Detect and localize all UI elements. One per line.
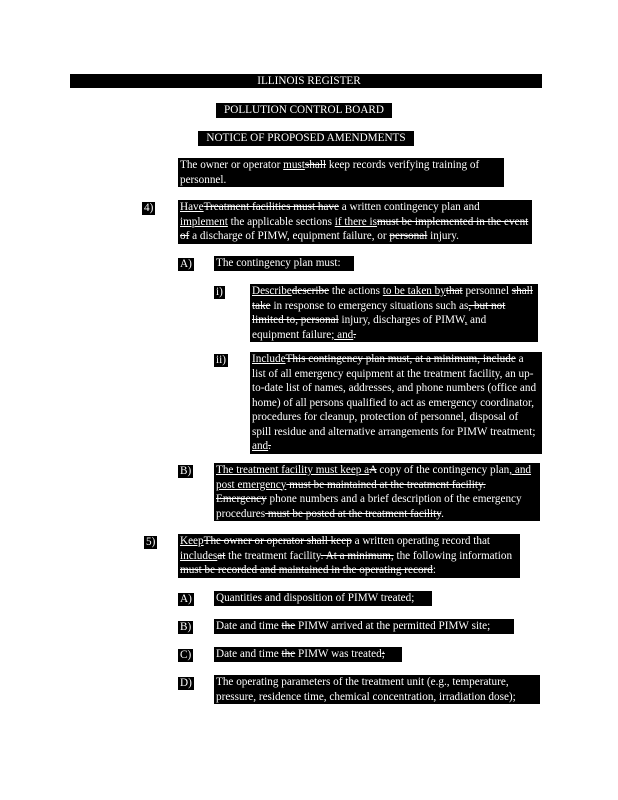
item-4-label: 4) xyxy=(144,202,154,214)
item-4a-i-label: i) xyxy=(216,286,223,298)
item-4a-ii-label: ii) xyxy=(216,354,226,366)
item-5b-text: Date and time the PIMW arrived at the permitted PIMW site; xyxy=(214,619,514,634)
item-5a-text: Quantities and disposition of PIMW treated; xyxy=(214,591,432,606)
item-4a-label: A) xyxy=(180,258,192,270)
item-5d-paragraph: The operating parameters of the treatment unit (e.g., temperature, pressure, residence time, chemical concentration, irradiation dose); xyxy=(214,675,540,704)
item-4a-ii-paragraph: IncludeThis contingency plan must, at a minimum, include a list of all emergency equipment at the treatment facility, an up-to-date list of names, addresses, and phone numbers (office and home) of all persons qualified to act as emergency coordinator, procedures for cleanup, protection of personnel, disposal of spill residue and alternative arrangements for PIMW treatment; and. xyxy=(250,352,542,454)
board-title: POLLUTION CONTROL BOARD xyxy=(216,103,392,118)
register-title: ILLINOIS REGISTER xyxy=(257,75,361,87)
item-4a-text: The contingency plan must: xyxy=(214,256,354,271)
item-5b-label: B) xyxy=(180,621,192,633)
item-4-paragraph: HaveTreatment facilities must have a written contingency plan and implement the applicable sections if there ismust be implemented in the event of a discharge of PIMW, equipment failure, or personal injury. xyxy=(178,200,532,244)
item-4b-label: B) xyxy=(180,465,192,477)
item-5-label: 5) xyxy=(146,536,156,548)
item-4a-i-paragraph: Describedescribe the actions to be taken bythat personnel shall take in response to emergency situations such as, but not limited to, personal injury, discharges of PIMW, and equipment failure; and. xyxy=(250,284,538,342)
item-5c-label: C) xyxy=(180,649,192,661)
item-5d-label: D) xyxy=(180,677,192,689)
item-5-paragraph: KeepThe owner or operator shall keep a written operating record that includesat the treatment facility. At a minimum, the following information must be recorded and maintained in the operating record: xyxy=(178,534,520,578)
item-5a-label: A) xyxy=(180,593,192,605)
notice-title: NOTICE OF PROPOSED AMENDMENTS xyxy=(198,131,414,146)
item-4b-paragraph: The treatment facility must keep aA copy of the contingency plan, and post emergency must be maintained at the treatment facility. Emergency phone numbers and a brief description of the emergency procedures must be posted at the treatment facility. xyxy=(214,463,540,521)
item-5c-text: Date and time the PIMW was treated; xyxy=(214,647,402,662)
intro-paragraph: The owner or operator mustshall keep records verifying training of personnel. xyxy=(178,158,504,187)
